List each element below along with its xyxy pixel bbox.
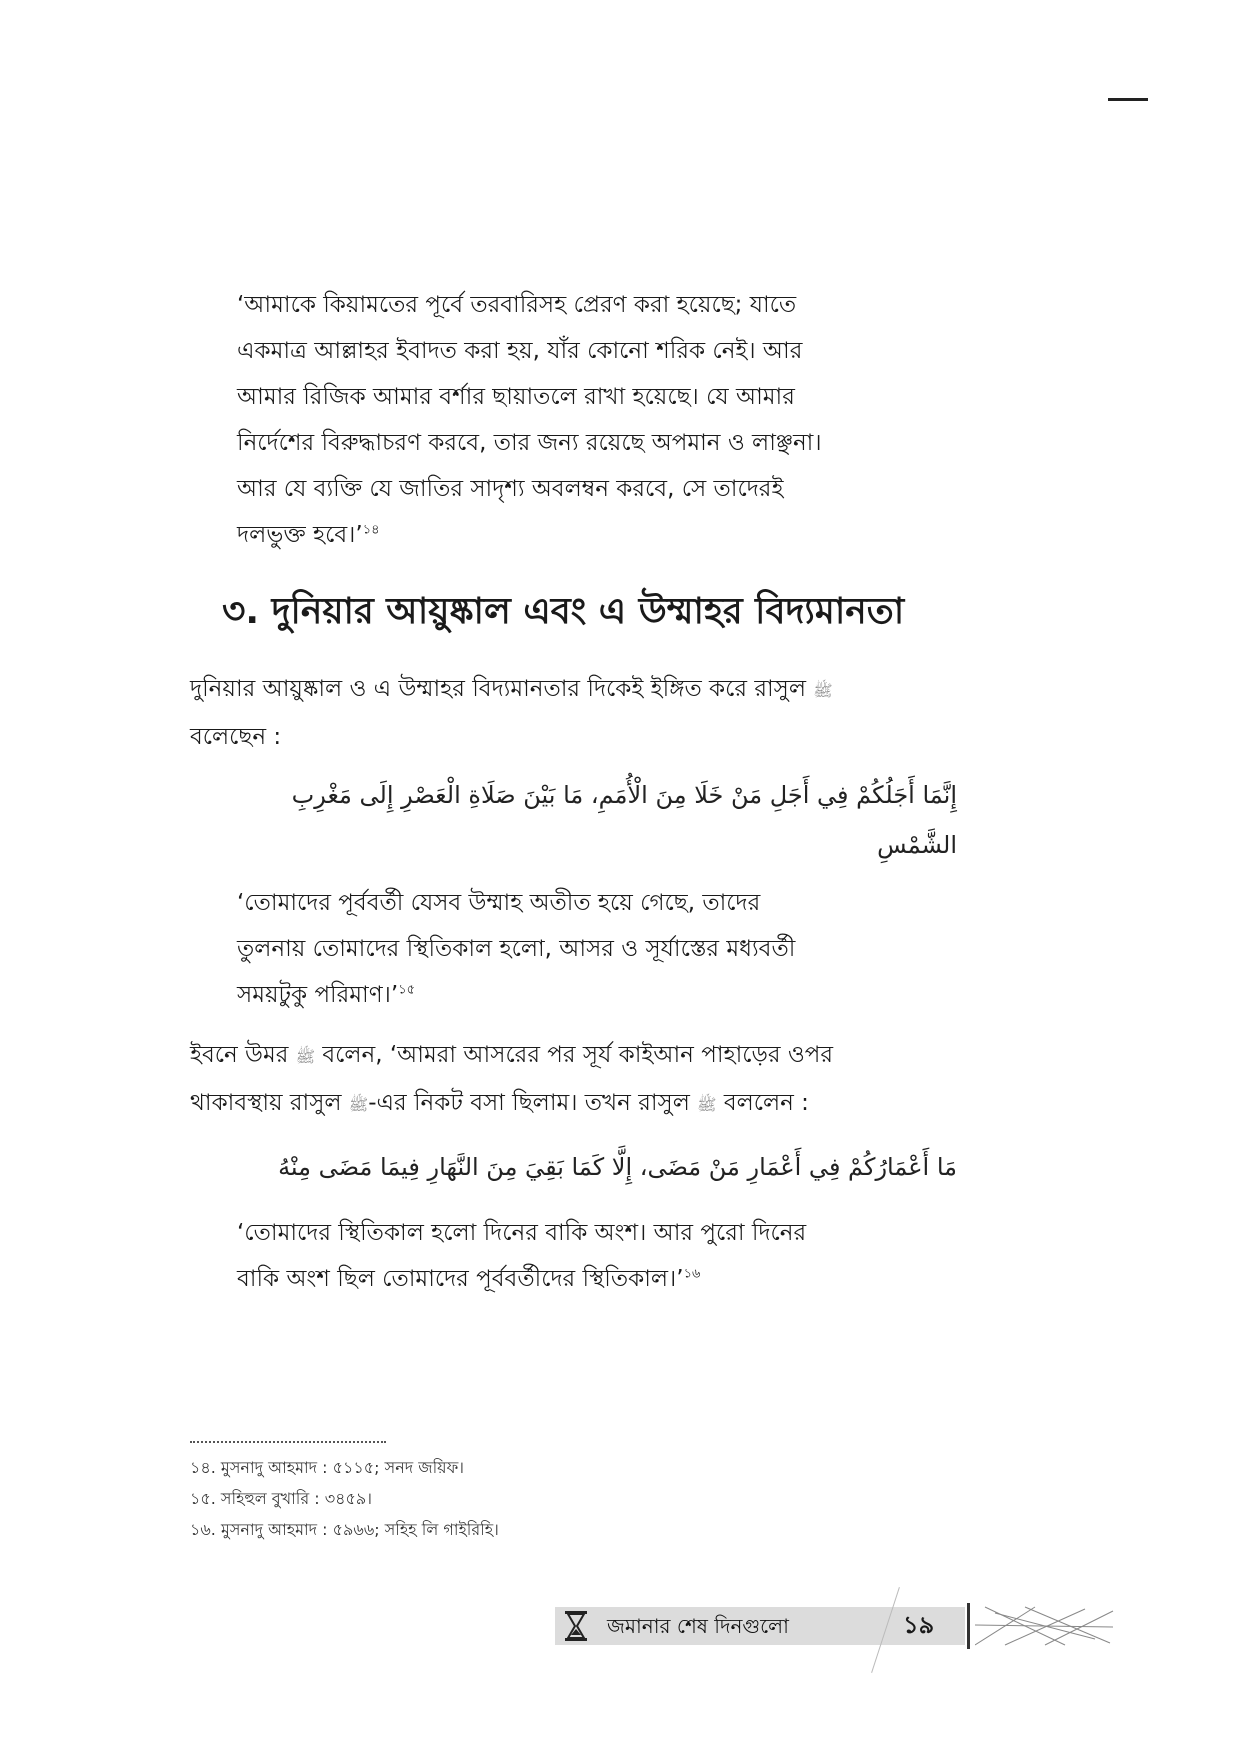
honorific-saw-icon: ﷺ (697, 1095, 717, 1114)
footnote-ref-14[interactable]: ১৪ (362, 522, 380, 538)
arabic-hadith-2: مَا أَعْمَارُكُمْ فِي أَعْمَارِ مَنْ مَضَى، إِلَّا كَمَا بَقِيَ مِنَ النَّهَارِ فِيمَا مَضَى مِنْهُ (278, 1153, 957, 1181)
footnote-14: ১৪. মুসনাদু আহমাদ : ৫১১৫; সনদ জয়িফ। (190, 1458, 464, 1477)
intro-paragraph (190, 666, 970, 760)
footnote-ref-16[interactable]: ১৬ (683, 1266, 701, 1282)
footer-divider (967, 1603, 970, 1649)
quote-block-3 (237, 1210, 937, 1302)
footnote-16: ১৬. মুসনাদু আহমাদ : ৫৯৬৬; সহিহ লি গাইরিহি। (190, 1520, 499, 1539)
narration-paragraph (190, 1032, 970, 1128)
narration-part-2: বলেন, ‘আমরা আসরের পর সূর্য কাইআন পাহাড়ের ওপর (322, 1042, 834, 1068)
section-heading: ৩. দুনিয়ার আয়ুষ্কাল এবং এ উম্মাহর বিদ্যমানতা (222, 591, 905, 632)
quote-3-line-1: ‘তোমাদের স্থিতিকাল হলো দিনের বাকি অংশ। আর পুরো দিনের (237, 1220, 807, 1246)
quote-1-line-6 (237, 512, 937, 558)
page-footer (555, 1603, 1115, 1651)
quote-1-line-2: একমাত্র আল্লাহর ইবাদত করা হয়, যাঁর কোনো শরিক নেই। আর (237, 338, 803, 364)
quote-1-line-6-text: দলভুক্ত হবে।’ (237, 522, 363, 548)
footnote-divider (190, 1441, 386, 1443)
quote-1-line-5: আর যে ব্যক্তি যে জাতির সাদৃশ্য অবলম্বন করবে, সে তাদেরই (237, 476, 784, 502)
page-number: ১৯ (903, 1611, 935, 1639)
narration-part-5: বললেন : (723, 1090, 809, 1116)
quote-2-line-2: তুলনায় তোমাদের স্থিতিকাল হলো, আসর ও সূর্যাস্তের মধ্যবর্তী (237, 936, 796, 962)
footer-book-title: জমানার শেষ দিনগুলো (607, 1614, 789, 1638)
footnote-15: ১৫. সহিহুল বুখারি : ৩৪৫৯। (190, 1489, 372, 1508)
arabic-1-line-1: إِنَّمَا أَجَلُكُمْ فِي أَجَلِ مَنْ خَلَا مِنَ الْأُمَمِ، مَا بَيْنَ صَلَاةِ الْعَصْرِ إِلَى مَغْرِبِ (291, 781, 957, 809)
honorific-saw-icon: ﷺ (348, 1095, 369, 1114)
arabic-hadith-1 (237, 770, 957, 870)
quote-3-line-2-text: বাকি অংশ ছিল তোমাদের পূর্ববর্তীদের স্থিতিকাল।’ (237, 1266, 684, 1292)
quote-1-line-1: ‘আমাকে কিয়ামতের পূর্বে তরবারিসহ প্রেরণ করা হয়েছে; যাতে (237, 292, 797, 318)
narration-part-3: থাকাবস্থায় রাসুল (190, 1090, 342, 1116)
quote-2-line-3 (237, 972, 937, 1018)
narration-part-1: ইবনে উমর (190, 1042, 289, 1068)
hourglass-icon (563, 1610, 589, 1642)
arabic-1-line-2: الشَّمْسِ (877, 831, 957, 859)
intro-line-2: বলেছেন : (190, 724, 282, 750)
intro-line-1: দুনিয়ার আয়ুষ্কাল ও এ উম্মাহর বিদ্যমানতার দিকেই ইঙ্গিত করে রাসুল (190, 676, 806, 702)
quote-1-line-4: নির্দেশের বিরুদ্ধাচরণ করবে, তার জন্য রয়েছে অপমান ও লাঞ্ছনা। (237, 430, 822, 456)
quote-3-line-2 (237, 1256, 937, 1302)
corner-mark (1108, 98, 1148, 101)
honorific-ra-icon: ﷺ (295, 1047, 316, 1066)
narration-part-4: -এর নিকট বসা ছিলাম। তখন রাসুল (368, 1090, 690, 1116)
honorific-saw-icon: ﷺ (813, 681, 833, 700)
footnotes (190, 1452, 890, 1545)
footer-pattern (975, 1605, 1115, 1647)
quote-2-line-1: ‘তোমাদের পূর্ববর্তী যেসব উম্মাহ অতীত হয়ে গেছে, তাদের (237, 890, 761, 916)
footnote-ref-15[interactable]: ১৫ (398, 982, 416, 998)
quote-block-1 (237, 282, 937, 558)
quote-2-line-3-text: সময়টুকু পরিমাণ।’ (237, 982, 399, 1008)
quote-block-2 (237, 880, 937, 1018)
quote-1-line-3: আমার রিজিক আমার বর্শার ছায়াতলে রাখা হয়েছে। যে আমার (237, 384, 795, 410)
